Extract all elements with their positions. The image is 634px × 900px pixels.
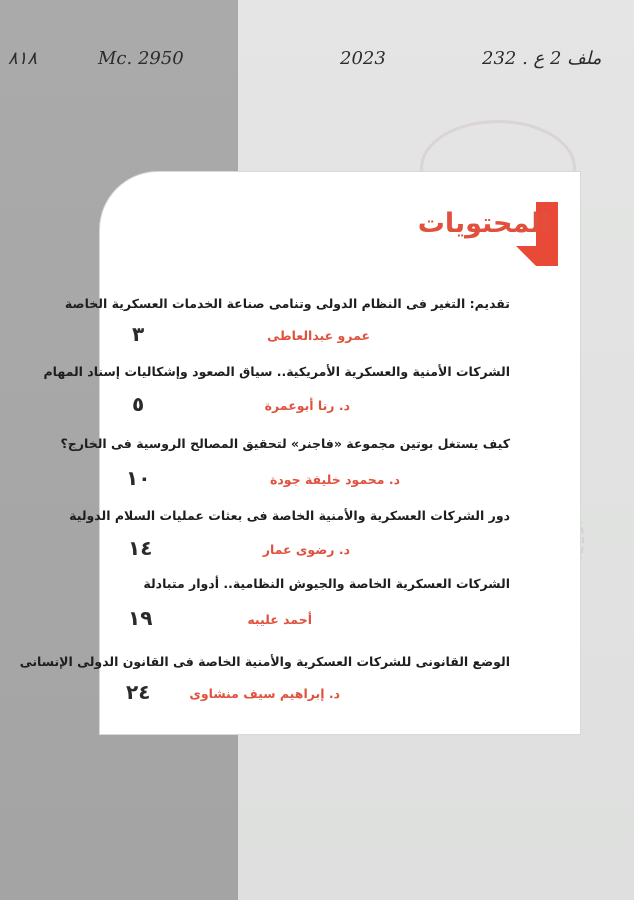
- entry-page-number: ١٠: [126, 466, 151, 490]
- handwritten-note-4: ملف 2 ع . 232: [482, 48, 602, 69]
- entry-author: د. إبراهيم سيف منشاوى: [189, 686, 340, 701]
- page-title: المحتويات: [417, 208, 550, 239]
- entry-title: الوضع القانونى للشركات العسكرية والأمنية الخاصة فى القانون الدولى الإنسانى: [19, 654, 510, 669]
- handwritten-note-1: ٨١٨: [8, 48, 38, 69]
- contents-card: [19, 172, 580, 734]
- toc-entry[interactable]: [128, 576, 510, 630]
- entry-author: أحمد عليبه: [247, 612, 312, 627]
- entry-page-number: ١٤: [128, 536, 153, 560]
- entry-page-number: ٢٤: [126, 680, 151, 704]
- toc-entry[interactable]: [69, 508, 510, 560]
- handwritten-note-3: 2023: [340, 48, 386, 69]
- handwritten-note-2: Mc. 2950: [98, 48, 184, 69]
- toc-entry[interactable]: [43, 364, 510, 416]
- toc-entry[interactable]: [19, 654, 510, 704]
- entry-author: عمرو عبدالعاطى: [267, 328, 370, 343]
- toc-entry[interactable]: [64, 296, 510, 346]
- entry-title: تقديم: التغير فى النظام الدولى وتنامى صناعة الخدمات العسكرية الخاصة: [64, 296, 510, 311]
- toc-entry[interactable]: [60, 436, 510, 490]
- entry-title: دور الشركات العسكرية والأمنية الخاصة فى بعثات عمليات السلام الدولية: [69, 508, 510, 523]
- entry-author: د. رنا أبوعمرة: [264, 398, 350, 413]
- entry-title: الشركات العسكرية الخاصة والجيوش النظامية.. أدوار متبادلة: [143, 576, 510, 591]
- entry-title: كيف يستغل بوتين مجموعة «فاجنر» لتحقيق المصالح الروسية فى الخارج؟: [60, 436, 510, 451]
- entry-page-number: ١٩: [128, 606, 153, 630]
- entry-author: د. رضوى عمار: [262, 542, 350, 557]
- title-accent-notch: [516, 246, 536, 266]
- entry-author: د. محمود خليفة جودة: [269, 472, 400, 487]
- entry-title: الشركات الأمنية والعسكرية الأمريكية.. سياق الصعود وإشكاليات إسناد المهام: [43, 364, 510, 379]
- entry-page-number: ٣: [132, 322, 145, 346]
- entry-page-number: ٥: [132, 392, 145, 416]
